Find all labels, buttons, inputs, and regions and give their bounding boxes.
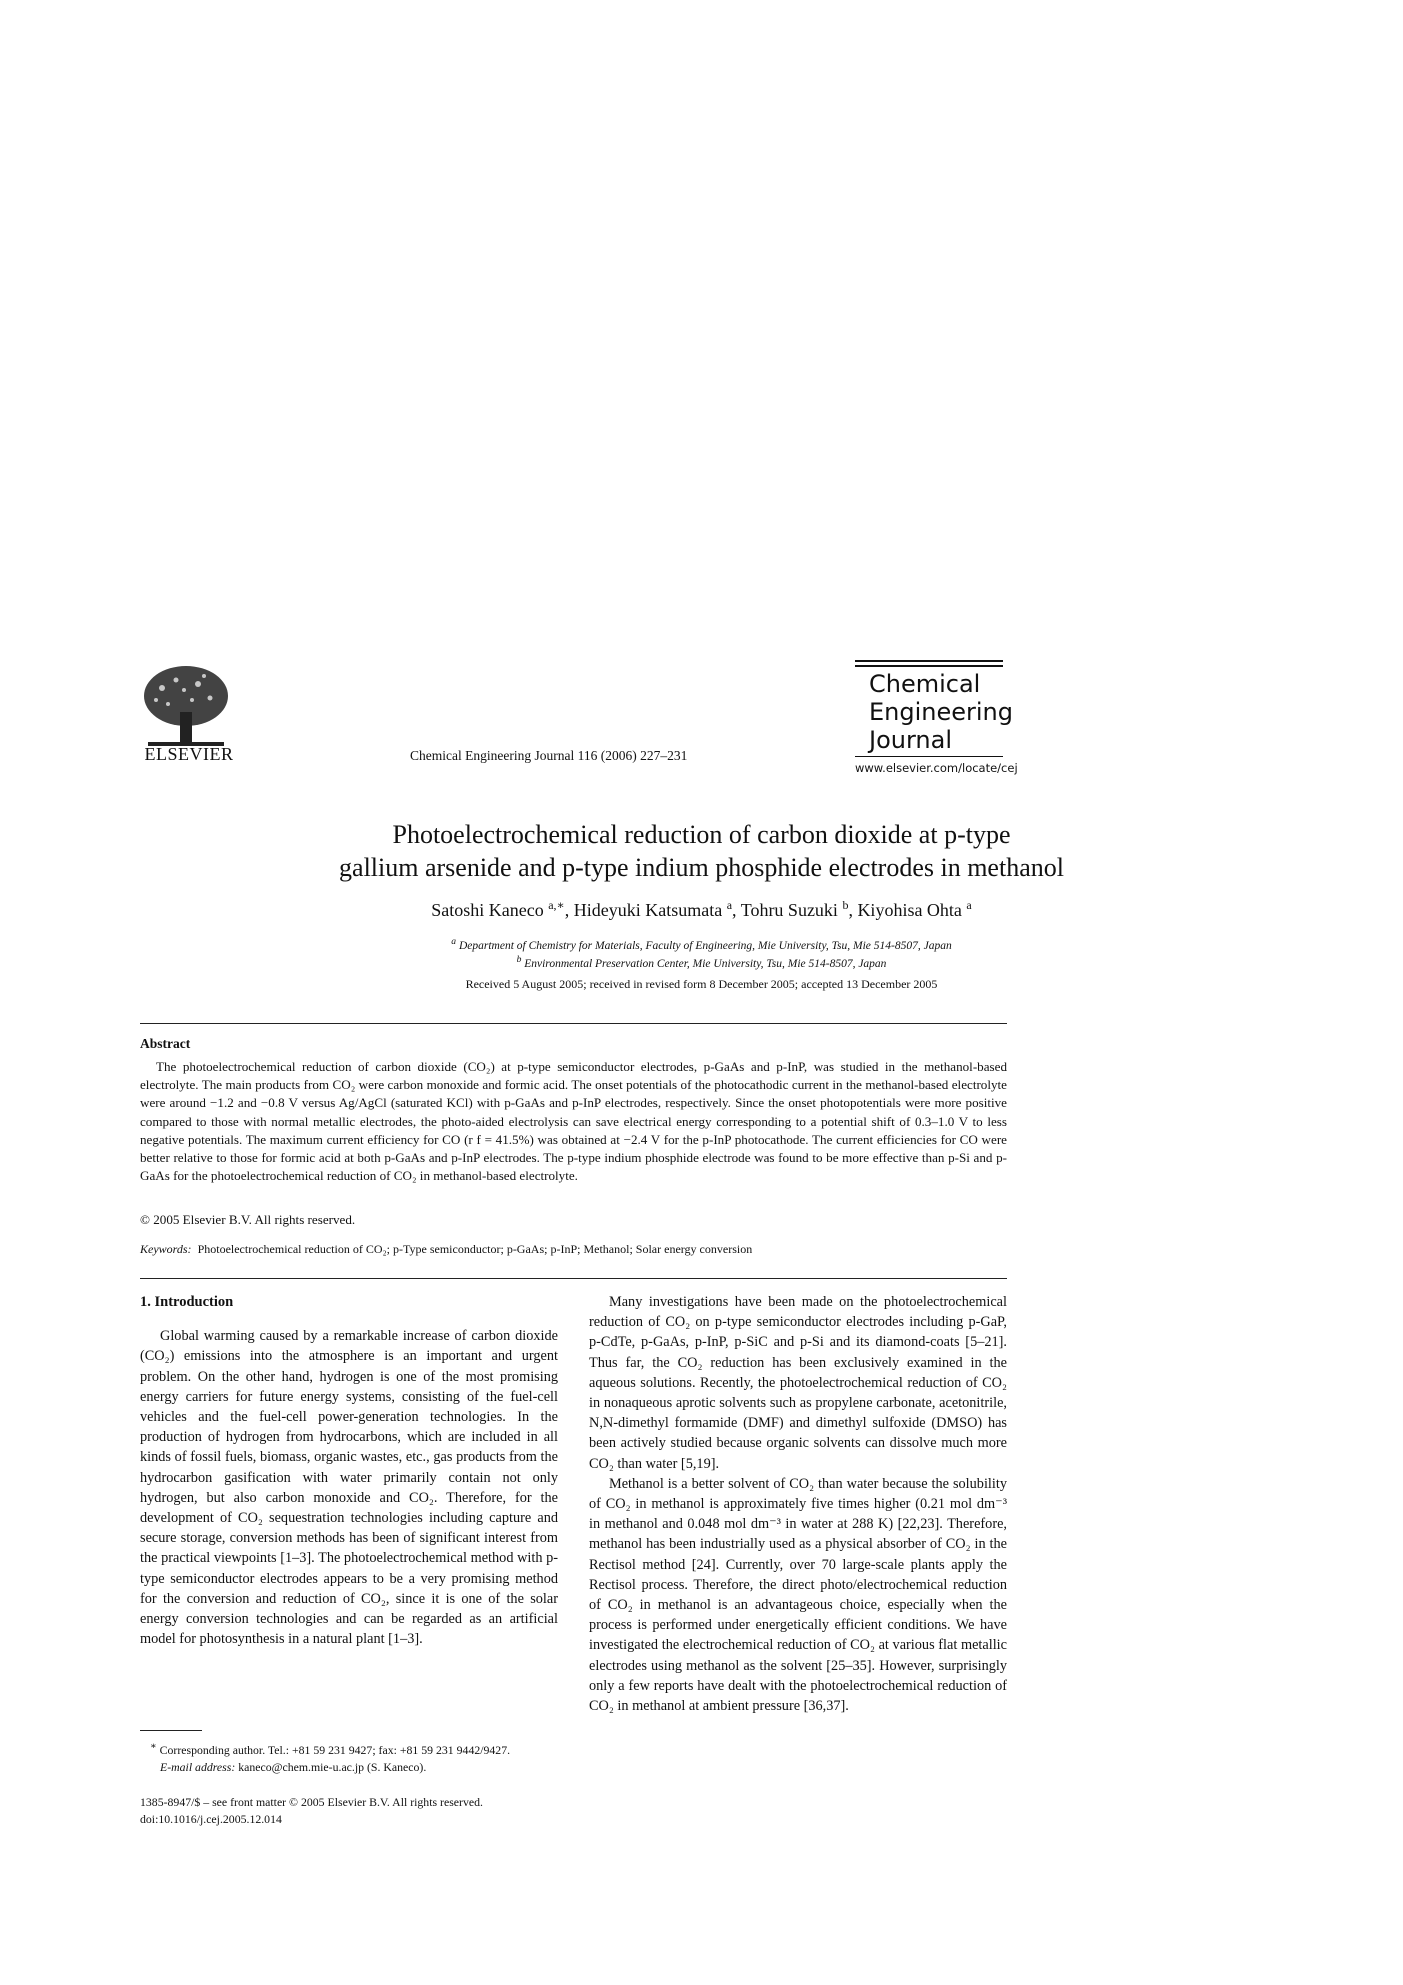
author-affiliation-mark: b [842,898,849,912]
author-name[interactable]: Tohru Suzuki [740,900,838,920]
author-list [150,898,1253,921]
journal-name-line: Engineering [869,698,1013,726]
journal-name-line: Chemical [869,670,981,698]
affiliation-text: Department of Chemistry for Materials, Faculty of Engineering, Mie University, Tsu, Mie 514-8507, Japan [458,939,952,952]
keywords-text: Photoelectrochemical reduction of CO₂; p-Type semiconductor; p-GaAs; p-InP; Methanol; Solar energy conversion [197,1242,753,1256]
author-affiliation-mark: a [966,898,972,912]
title-line: gallium arsenide and p-type indium phosphide electrodes in methanol [339,853,1064,882]
author-affiliation-mark: a [726,898,733,912]
divider [140,1023,1007,1024]
footnote-divider [140,1730,202,1731]
body-column-right [589,1292,1007,1716]
journal-citation: Chemical Engineering Journal 116 (2006) 227–231 [410,748,688,763]
body-paragraph: Methanol is a better solvent of CO₂ than water because the solubility of CO₂ in methanol is approximately five times higher (0.21 mol dm⁻³ in methanol and 0.048 mol dm⁻³ in water at 288 K) [22,23]. Therefore, methanol has been industrially used as a physical absorber of CO₂ in the Rectisol method [24]. Currently, over 70 large-scale plants apply the Rectisol process. Therefore, the direct photo/electrochemical reduction of CO₂ in methanol is an advantageous choice, especially when the process is performed under energetically efficient conditions. We have investigated the electrochemical reduction of CO₂ at various flat metallic electrodes using methanol as the solvent [25–35]. However, surprisingly only a few reports have dealt with the photoelectrochemical reduction of CO₂ in methanol at ambient pressure [36,37]. [589,1475,1007,1715]
body-paragraph: Global warming caused by a remarkable increase of carbon dioxide (CO₂) emissions into the atmosphere is an important and urgent problem. On the other hand, hydrogen is one of the most promising energy carriers for future energy systems, consisting of the fuel-cell vehicles and the fuel-cell power-generation technologies. In the production of hydrogen from hydrocarbons, which are included in all kinds of fossil fuels, biomass, organic wastes, etc., gas products from the hydrocarbon gasification with water primarily contain not only hydrogen, but also carbon monoxide and CO₂. Therefore, for the development of CO₂ sequestration technologies including capture and secure storage, conversion methods has been of significant interest from the practical viewpoints [1–3]. The photoelectrochemical method with p-type semiconductor electrodes appears to be a very promising method for the conversion and reduction of CO₂, since it is one of the solar energy conversion technologies and can be regarded as an artificial model for photosynthesis in a natural plant [1–3]. [140,1328,558,1648]
email-label: E-mail address: [160,1759,236,1774]
section-heading: 1. Introduction [140,1294,234,1310]
body-column-left [140,1292,558,1649]
author-separator: , [732,900,741,920]
affiliation-mark: a [451,936,457,947]
journal-name-line: Journal [869,726,953,754]
masthead-rule [855,665,1003,667]
keywords-label: Keywords: [140,1242,192,1256]
journal-masthead [855,660,1018,775]
footnote-mark: ∗ [150,1741,157,1752]
author-name[interactable]: Kiyohisa Ohta [857,900,962,920]
affiliation [150,954,1253,970]
masthead-rule [855,756,1003,757]
abstract-copyright: © 2005 Elsevier B.V. All rights reserved. [140,1212,356,1227]
masthead-rule [855,660,1003,662]
affiliation-mark: b [516,954,522,965]
author-name[interactable]: Satoshi Kaneco [431,900,544,920]
journal-url[interactable]: www.elsevier.com/locate/cej [855,761,1018,775]
email-address[interactable]: kaneco@chem.mie-u.ac.jp (S. Kaneco). [238,1759,427,1774]
author-affiliation-mark: a,∗ [548,898,565,912]
footnote-corresponding: Corresponding author. Tel.: +81 59 231 9427; fax: +81 59 231 9442/9427. [159,1742,511,1757]
doi-line[interactable]: doi:10.1016/j.cej.2005.12.014 [140,1812,282,1826]
author-separator: , [848,900,858,920]
front-matter [140,1794,483,1828]
keywords [140,1242,1007,1257]
affiliation [150,936,1253,952]
issn-line: 1385-8947/$ – see front matter © 2005 Elsevier B.V. All rights reserved. [140,1795,483,1809]
abstract-text: The photoelectrochemical reduction of carbon dioxide (CO₂) at p-type semiconductor electrodes, p-GaAs and p-InP, was studied in the methanol-based electrolyte. The main products from CO₂ were carbon monoxide and formic acid. The onset potentials of the photocathodic current in the methanol-based electrolyte were around −1.2 and −0.8 V versus Ag/AgCl (saturated KCl) with p-GaAs and p-InP electrodes, respectively. Since the onset photopotentials were more positive compared to those with normal metallic electrodes, the photo-aided electrolysis can save electrical energy corresponding to a potential shift of 0.3–1.0 V to less negative potentials. The maximum current efficiency for CO (r f = 41.5%) was obtained at −2.4 V for the p-InP photocathode. The current efficiencies for CO were better relative to those for formic acid at both p-GaAs and p-InP electrodes. The p-type indium phosphide electrode was found to be more effective than p-Si and p-GaAs for the photoelectrochemical reduction of CO₂ in methanol-based electrolyte. [140,1059,1007,1184]
body-paragraph: Many investigations have been made on the photoelectrochemical reduction of CO₂ on p-type semiconductor electrodes including p-GaP, p-CdTe, p-GaAs, p-InP, p-SiC and p-Si and its diamond-coats [5–21]. Thus far, the CO₂ reduction has been exclusively examined in the aqueous solutions. Recently, the photoelectrochemical reduction of CO₂ in nonaqueous aprotic solvents such as propylene carbonate, acetonitrile, N,N-dimethyl formamide (DMF) and dimethyl sulfoxide (DMSO) has been actively studied because organic solvents can dissolve much more CO₂ than water [5,19]. [589,1294,1007,1472]
author-separator: , [564,900,574,920]
publisher-name: ELSEVIER [144,744,234,764]
author-name[interactable]: Hideyuki Katsumata [573,900,723,920]
corresponding-author-footnote [150,1738,570,1776]
affiliation-text: Environmental Preservation Center, Mie University, Tsu, Mie 514-8507, Japan [524,957,887,970]
title-line: Photoelectrochemical reduction of carbon dioxide at p-type [392,820,1011,849]
abstract-heading: Abstract [140,1036,191,1051]
received-dates: Received 5 August 2005; received in revised form 8 December 2005; accepted 13 December 2005 [465,977,938,991]
article-title [150,818,1253,884]
divider [140,1278,1007,1279]
